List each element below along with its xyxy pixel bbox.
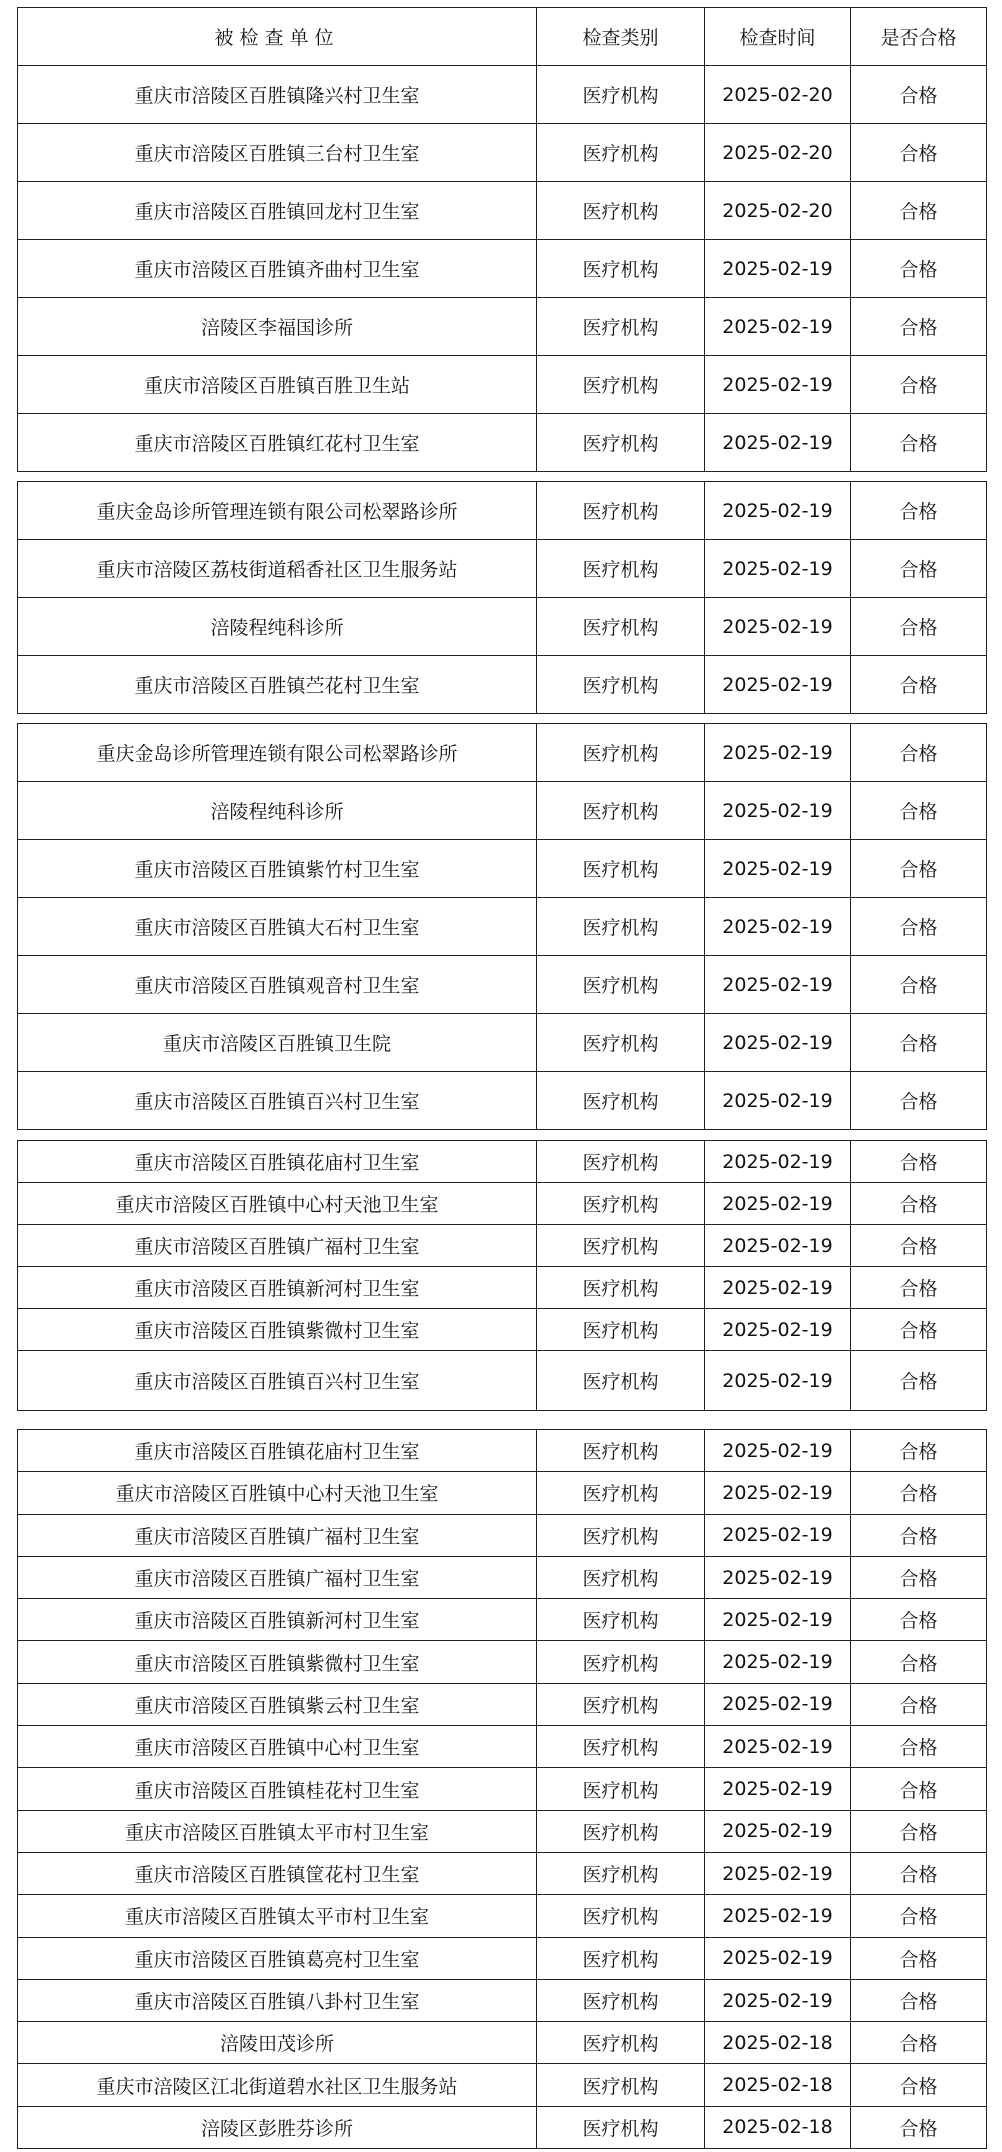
table-row <box>18 1556 987 1598</box>
unit-name-cell: 重庆市涪陵区百胜镇红花村卫生室 <box>18 414 537 472</box>
unit-name-cell: 重庆市涪陵区百胜镇观音村卫生室 <box>18 956 537 1014</box>
qualified-cell: 合格 <box>851 66 987 124</box>
qualified-cell: 合格 <box>851 1072 987 1130</box>
category-cell: 医疗机构 <box>537 656 705 714</box>
category-cell: 医疗机构 <box>537 1430 705 1472</box>
unit-name-cell: 重庆市涪陵区百胜镇苎花村卫生室 <box>18 656 537 714</box>
date-cell: 2025-02-19 <box>705 724 851 782</box>
date-cell: 2025-02-19 <box>705 1726 851 1768</box>
date-cell: 2025-02-19 <box>705 1556 851 1598</box>
qualified-cell: 合格 <box>851 2106 987 2148</box>
table-row <box>18 1810 987 1852</box>
inspection-table-block <box>17 1140 987 1411</box>
category-cell: 医疗机构 <box>537 2106 705 2148</box>
qualified-cell: 合格 <box>851 898 987 956</box>
table-row <box>18 182 987 240</box>
category-cell: 医疗机构 <box>537 724 705 782</box>
date-cell: 2025-02-19 <box>705 1937 851 1979</box>
table-row <box>18 1683 987 1725</box>
category-cell: 医疗机构 <box>537 1514 705 1556</box>
table-row <box>18 1726 987 1768</box>
category-cell: 医疗机构 <box>537 1072 705 1130</box>
unit-name-cell: 重庆市涪陵区百胜镇百兴村卫生室 <box>18 1072 537 1130</box>
qualified-cell: 合格 <box>851 598 987 656</box>
unit-name-cell: 重庆市涪陵区百胜镇广福村卫生室 <box>18 1556 537 1598</box>
unit-name-cell: 重庆市涪陵区百胜镇中心村天池卫生室 <box>18 1472 537 1514</box>
date-cell: 2025-02-19 <box>705 240 851 298</box>
unit-name-cell: 重庆市涪陵区百胜镇百胜卫生站 <box>18 356 537 414</box>
table-row <box>18 1937 987 1979</box>
qualified-cell: 合格 <box>851 2022 987 2064</box>
qualified-cell: 合格 <box>851 240 987 298</box>
qualified-cell: 合格 <box>851 840 987 898</box>
date-cell: 2025-02-19 <box>705 482 851 540</box>
qualified-cell: 合格 <box>851 2064 987 2106</box>
unit-name-cell: 重庆市涪陵区百胜镇紫微村卫生室 <box>18 1309 537 1351</box>
date-cell: 2025-02-20 <box>705 124 851 182</box>
unit-name-cell: 重庆市涪陵区百胜镇广福村卫生室 <box>18 1514 537 1556</box>
inspection-table-block <box>17 1429 987 2149</box>
qualified-cell: 合格 <box>851 1810 987 1852</box>
date-cell: 2025-02-19 <box>705 1683 851 1725</box>
date-cell: 2025-02-19 <box>705 1599 851 1641</box>
unit-name-cell: 重庆市涪陵区荔枝街道稻香社区卫生服务站 <box>18 540 537 598</box>
date-cell: 2025-02-19 <box>705 1514 851 1556</box>
qualified-cell: 合格 <box>851 124 987 182</box>
date-cell: 2025-02-19 <box>705 1979 851 2021</box>
unit-name-cell: 涪陵区李福国诊所 <box>18 298 537 356</box>
date-cell: 2025-02-19 <box>705 898 851 956</box>
table-row <box>18 1267 987 1309</box>
unit-name-cell: 重庆市涪陵区百胜镇中心村天池卫生室 <box>18 1183 537 1225</box>
category-cell: 医疗机构 <box>537 1852 705 1894</box>
category-cell: 医疗机构 <box>537 1267 705 1309</box>
category-cell: 医疗机构 <box>537 1979 705 2021</box>
category-cell: 医疗机构 <box>537 540 705 598</box>
date-cell: 2025-02-19 <box>705 540 851 598</box>
table-row <box>18 840 987 898</box>
category-cell: 医疗机构 <box>537 298 705 356</box>
inspection-table-block <box>17 723 987 1130</box>
unit-name-cell: 重庆市涪陵区百胜镇大石村卫生室 <box>18 898 537 956</box>
date-cell: 2025-02-19 <box>705 414 851 472</box>
table-row <box>18 1852 987 1894</box>
category-cell: 医疗机构 <box>537 956 705 1014</box>
unit-name-cell: 重庆市涪陵区百胜镇紫竹村卫生室 <box>18 840 537 898</box>
date-cell: 2025-02-19 <box>705 1852 851 1894</box>
qualified-cell: 合格 <box>851 1556 987 1598</box>
table-row <box>18 1430 987 1472</box>
date-cell: 2025-02-19 <box>705 656 851 714</box>
qualified-cell: 合格 <box>851 1641 987 1683</box>
date-cell: 2025-02-19 <box>705 1351 851 1411</box>
date-cell: 2025-02-19 <box>705 1141 851 1183</box>
table-row <box>18 1072 987 1130</box>
date-cell: 2025-02-19 <box>705 1267 851 1309</box>
table-row <box>18 1183 987 1225</box>
category-cell: 医疗机构 <box>537 124 705 182</box>
qualified-cell: 合格 <box>851 1430 987 1472</box>
unit-name-cell: 重庆市涪陵区百胜镇广福村卫生室 <box>18 1225 537 1267</box>
category-cell: 医疗机构 <box>537 1225 705 1267</box>
unit-name-cell: 重庆市涪陵区百胜镇太平市村卫生室 <box>18 1895 537 1937</box>
unit-name-cell: 重庆市涪陵区百胜镇回龙村卫生室 <box>18 182 537 240</box>
qualified-cell: 合格 <box>851 356 987 414</box>
table-row <box>18 782 987 840</box>
table-row <box>18 1309 987 1351</box>
category-cell: 医疗机构 <box>537 1351 705 1411</box>
category-cell: 医疗机构 <box>537 1183 705 1225</box>
date-cell: 2025-02-20 <box>705 66 851 124</box>
qualified-cell: 合格 <box>851 298 987 356</box>
inspection-table-block <box>17 481 987 714</box>
qualified-cell: 合格 <box>851 1683 987 1725</box>
unit-name-cell: 重庆金岛诊所管理连锁有限公司松翠路诊所 <box>18 724 537 782</box>
table-row <box>18 1895 987 1937</box>
date-cell: 2025-02-19 <box>705 840 851 898</box>
header-unit: 被检查单位 <box>18 8 537 66</box>
category-cell: 医疗机构 <box>537 482 705 540</box>
qualified-cell: 合格 <box>851 1726 987 1768</box>
unit-name-cell: 重庆市涪陵区百胜镇葛亮村卫生室 <box>18 1937 537 1979</box>
category-cell: 医疗机构 <box>537 1641 705 1683</box>
date-cell: 2025-02-19 <box>705 1895 851 1937</box>
qualified-cell: 合格 <box>851 656 987 714</box>
unit-name-cell: 重庆市涪陵区百胜镇桂花村卫生室 <box>18 1768 537 1810</box>
unit-name-cell: 重庆市涪陵区百胜镇百兴村卫生室 <box>18 1351 537 1411</box>
date-cell: 2025-02-19 <box>705 598 851 656</box>
unit-name-cell: 重庆市涪陵区百胜镇新河村卫生室 <box>18 1599 537 1641</box>
table-row <box>18 124 987 182</box>
date-cell: 2025-02-18 <box>705 2106 851 2148</box>
qualified-cell: 合格 <box>851 956 987 1014</box>
qualified-cell: 合格 <box>851 1267 987 1309</box>
category-cell: 医疗机构 <box>537 414 705 472</box>
category-cell: 医疗机构 <box>537 66 705 124</box>
inspection-table-block <box>17 7 987 472</box>
qualified-cell: 合格 <box>851 1979 987 2021</box>
unit-name-cell: 重庆市涪陵区百胜镇花庙村卫生室 <box>18 1430 537 1472</box>
header-category: 检查类别 <box>537 8 705 66</box>
date-cell: 2025-02-19 <box>705 1014 851 1072</box>
table-row <box>18 298 987 356</box>
unit-name-cell: 涪陵程纯科诊所 <box>18 598 537 656</box>
category-cell: 医疗机构 <box>537 1937 705 1979</box>
category-cell: 医疗机构 <box>537 782 705 840</box>
table-row <box>18 540 987 598</box>
qualified-cell: 合格 <box>851 1514 987 1556</box>
table-row <box>18 1141 987 1183</box>
qualified-cell: 合格 <box>851 1472 987 1514</box>
date-cell: 2025-02-19 <box>705 956 851 1014</box>
category-cell: 医疗机构 <box>537 840 705 898</box>
unit-name-cell: 重庆市涪陵区江北街道碧水社区卫生服务站 <box>18 2064 537 2106</box>
table-row <box>18 1351 987 1411</box>
unit-name-cell: 重庆市涪陵区百胜镇新河村卫生室 <box>18 1267 537 1309</box>
date-cell: 2025-02-19 <box>705 782 851 840</box>
category-cell: 医疗机构 <box>537 1726 705 1768</box>
table-row <box>18 66 987 124</box>
category-cell: 医疗机构 <box>537 1683 705 1725</box>
table-row <box>18 1472 987 1514</box>
qualified-cell: 合格 <box>851 1852 987 1894</box>
date-cell: 2025-02-19 <box>705 356 851 414</box>
header-qualified: 是否合格 <box>851 8 987 66</box>
qualified-cell: 合格 <box>851 1768 987 1810</box>
qualified-cell: 合格 <box>851 1937 987 1979</box>
table-row <box>18 1514 987 1556</box>
header-time: 检查时间 <box>705 8 851 66</box>
unit-name-cell: 重庆市涪陵区百胜镇太平市村卫生室 <box>18 1810 537 1852</box>
qualified-cell: 合格 <box>851 540 987 598</box>
category-cell: 医疗机构 <box>537 2064 705 2106</box>
category-cell: 医疗机构 <box>537 1141 705 1183</box>
unit-name-cell: 涪陵程纯科诊所 <box>18 782 537 840</box>
date-cell: 2025-02-19 <box>705 1430 851 1472</box>
category-cell: 医疗机构 <box>537 1472 705 1514</box>
category-cell: 医疗机构 <box>537 356 705 414</box>
table-row <box>18 956 987 1014</box>
category-cell: 医疗机构 <box>537 182 705 240</box>
date-cell: 2025-02-19 <box>705 1810 851 1852</box>
date-cell: 2025-02-19 <box>705 1641 851 1683</box>
category-cell: 医疗机构 <box>537 1599 705 1641</box>
date-cell: 2025-02-19 <box>705 1472 851 1514</box>
table-row <box>18 656 987 714</box>
qualified-cell: 合格 <box>851 482 987 540</box>
category-cell: 医疗机构 <box>537 898 705 956</box>
qualified-cell: 合格 <box>851 1895 987 1937</box>
category-cell: 医疗机构 <box>537 1895 705 1937</box>
unit-name-cell: 重庆市涪陵区百胜镇紫云村卫生室 <box>18 1683 537 1725</box>
table-row <box>18 1014 987 1072</box>
qualified-cell: 合格 <box>851 1141 987 1183</box>
unit-name-cell: 重庆市涪陵区百胜镇卫生院 <box>18 1014 537 1072</box>
table-header-row <box>18 8 987 66</box>
date-cell: 2025-02-19 <box>705 1183 851 1225</box>
date-cell: 2025-02-19 <box>705 1309 851 1351</box>
date-cell: 2025-02-19 <box>705 1225 851 1267</box>
category-cell: 医疗机构 <box>537 1309 705 1351</box>
table-row <box>18 2022 987 2064</box>
unit-name-cell: 重庆市涪陵区百胜镇齐曲村卫生室 <box>18 240 537 298</box>
unit-name-cell: 涪陵区彭胜芬诊所 <box>18 2106 537 2148</box>
table-row <box>18 2064 987 2106</box>
qualified-cell: 合格 <box>851 182 987 240</box>
qualified-cell: 合格 <box>851 1014 987 1072</box>
qualified-cell: 合格 <box>851 782 987 840</box>
qualified-cell: 合格 <box>851 1309 987 1351</box>
category-cell: 医疗机构 <box>537 598 705 656</box>
table-row <box>18 482 987 540</box>
unit-name-cell: 涪陵田茂诊所 <box>18 2022 537 2064</box>
unit-name-cell: 重庆市涪陵区百胜镇筐花村卫生室 <box>18 1852 537 1894</box>
date-cell: 2025-02-19 <box>705 1768 851 1810</box>
date-cell: 2025-02-19 <box>705 1072 851 1130</box>
unit-name-cell: 重庆市涪陵区百胜镇隆兴村卫生室 <box>18 66 537 124</box>
unit-name-cell: 重庆金岛诊所管理连锁有限公司松翠路诊所 <box>18 482 537 540</box>
date-cell: 2025-02-19 <box>705 298 851 356</box>
unit-name-cell: 重庆市涪陵区百胜镇紫微村卫生室 <box>18 1641 537 1683</box>
table-row <box>18 1979 987 2021</box>
table-row <box>18 1641 987 1683</box>
category-cell: 医疗机构 <box>537 1810 705 1852</box>
table-row <box>18 598 987 656</box>
unit-name-cell: 重庆市涪陵区百胜镇三台村卫生室 <box>18 124 537 182</box>
qualified-cell: 合格 <box>851 1225 987 1267</box>
category-cell: 医疗机构 <box>537 1014 705 1072</box>
date-cell: 2025-02-20 <box>705 182 851 240</box>
table-row <box>18 1225 987 1267</box>
qualified-cell: 合格 <box>851 1183 987 1225</box>
table-row <box>18 898 987 956</box>
unit-name-cell: 重庆市涪陵区百胜镇中心村卫生室 <box>18 1726 537 1768</box>
qualified-cell: 合格 <box>851 1351 987 1411</box>
table-row <box>18 1599 987 1641</box>
category-cell: 医疗机构 <box>537 2022 705 2064</box>
category-cell: 医疗机构 <box>537 240 705 298</box>
unit-name-cell: 重庆市涪陵区百胜镇八卦村卫生室 <box>18 1979 537 2021</box>
qualified-cell: 合格 <box>851 1599 987 1641</box>
table-row <box>18 724 987 782</box>
date-cell: 2025-02-18 <box>705 2064 851 2106</box>
table-row <box>18 240 987 298</box>
date-cell: 2025-02-18 <box>705 2022 851 2064</box>
qualified-cell: 合格 <box>851 724 987 782</box>
unit-name-cell: 重庆市涪陵区百胜镇花庙村卫生室 <box>18 1141 537 1183</box>
table-row <box>18 414 987 472</box>
qualified-cell: 合格 <box>851 414 987 472</box>
category-cell: 医疗机构 <box>537 1768 705 1810</box>
table-row <box>18 1768 987 1810</box>
table-row <box>18 2106 987 2148</box>
category-cell: 医疗机构 <box>537 1556 705 1598</box>
table-row <box>18 356 987 414</box>
